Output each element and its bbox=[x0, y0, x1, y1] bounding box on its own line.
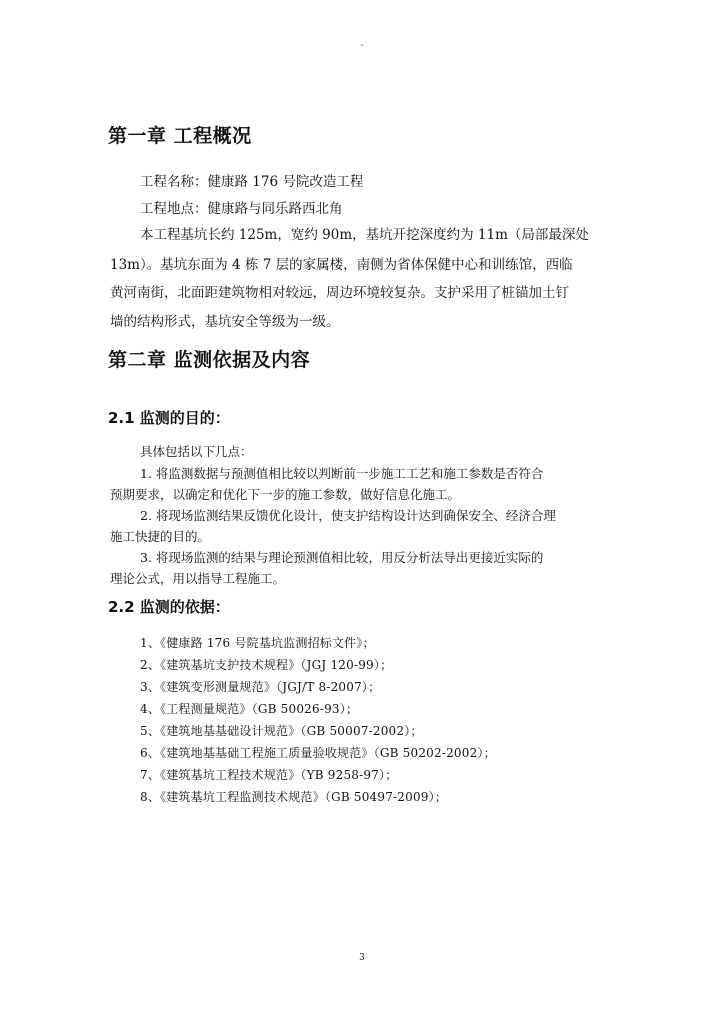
header-mark: - bbox=[360, 40, 364, 51]
project-desc-line-1: 本工程基坑长约 125m，宽约 90m，基坑开挖深度约为 11m（局部最深处 bbox=[140, 227, 589, 243]
section-2-1-title: 2.1 监测的目的： bbox=[108, 409, 230, 427]
purpose-item-2-line-1: 2. 将现场监测结果反馈优化设计，使支护结构设计达到确保安全、经济合理 bbox=[140, 508, 556, 523]
reference-item-6: 6、《建筑地基基础工程施工质量验收规范》（GB 50202-2002）； bbox=[140, 746, 496, 760]
project-desc-line-2: 13m）。基坑东面为 4 栋 7 层的家属楼，南侧为省体保健中心和训练馆，西临 bbox=[110, 257, 573, 273]
chapter2-title: 第二章 监测依据及内容 bbox=[108, 349, 311, 371]
reference-item-2: 2、《建筑基坑支护技术规程》（JGJ 120-99）； bbox=[140, 658, 393, 672]
chapter1-title: 第一章 工程概况 bbox=[108, 125, 252, 147]
project-desc-line-4: 墙的结构形式，基坑安全等级为一级。 bbox=[110, 314, 340, 330]
project-location-line: 工程地点：健康路与同乐路西北角 bbox=[140, 201, 343, 217]
purpose-item-1-line-2: 预期要求，以确定和优化下一步的施工参数，做好信息化施工。 bbox=[110, 487, 461, 502]
reference-item-8: 8、《建筑基坑工程监测技术规范》（GB 50497-2009）； bbox=[140, 790, 448, 804]
purpose-item-2-line-2: 施工快捷的目的。 bbox=[110, 529, 211, 544]
section-2-2-title: 2.2 监测的依据： bbox=[108, 598, 230, 616]
reference-item-3: 3、《建筑变形测量规范》（JGJ/T 8-2007）； bbox=[140, 680, 381, 694]
purpose-intro: 具体包括以下几点： bbox=[140, 444, 253, 459]
purpose-item-3-line-2: 理论公式，用以指导工程施工。 bbox=[110, 571, 286, 586]
page-number: 3 bbox=[359, 953, 365, 963]
reference-item-5: 5、《建筑地基基础设计规范》（GB 50007-2002）； bbox=[140, 724, 423, 738]
purpose-item-3-line-1: 3. 将现场监测的结果与理论预测值相比较，用反分析法导出更接近实际的 bbox=[140, 550, 544, 565]
reference-item-1: 1、《健康路 176 号院基坑监测招标文件》； bbox=[140, 636, 375, 650]
project-name-line: 工程名称：健康路 176 号院改造工程 bbox=[140, 174, 364, 190]
reference-item-7: 7、《建筑基坑工程技术规范》（YB 9258-97）； bbox=[140, 768, 398, 782]
purpose-item-1-line-1: 1. 将监测数据与预测值相比较以判断前一步施工工艺和施工参数是否符合 bbox=[140, 466, 544, 481]
reference-item-4: 4、《工程测量规范》（GB 50026-93）； bbox=[140, 702, 359, 716]
project-desc-line-3: 黄河南街，北面距建筑物相对较远，周边环境较复杂。支护采用了桩锚加土钉 bbox=[110, 285, 569, 301]
